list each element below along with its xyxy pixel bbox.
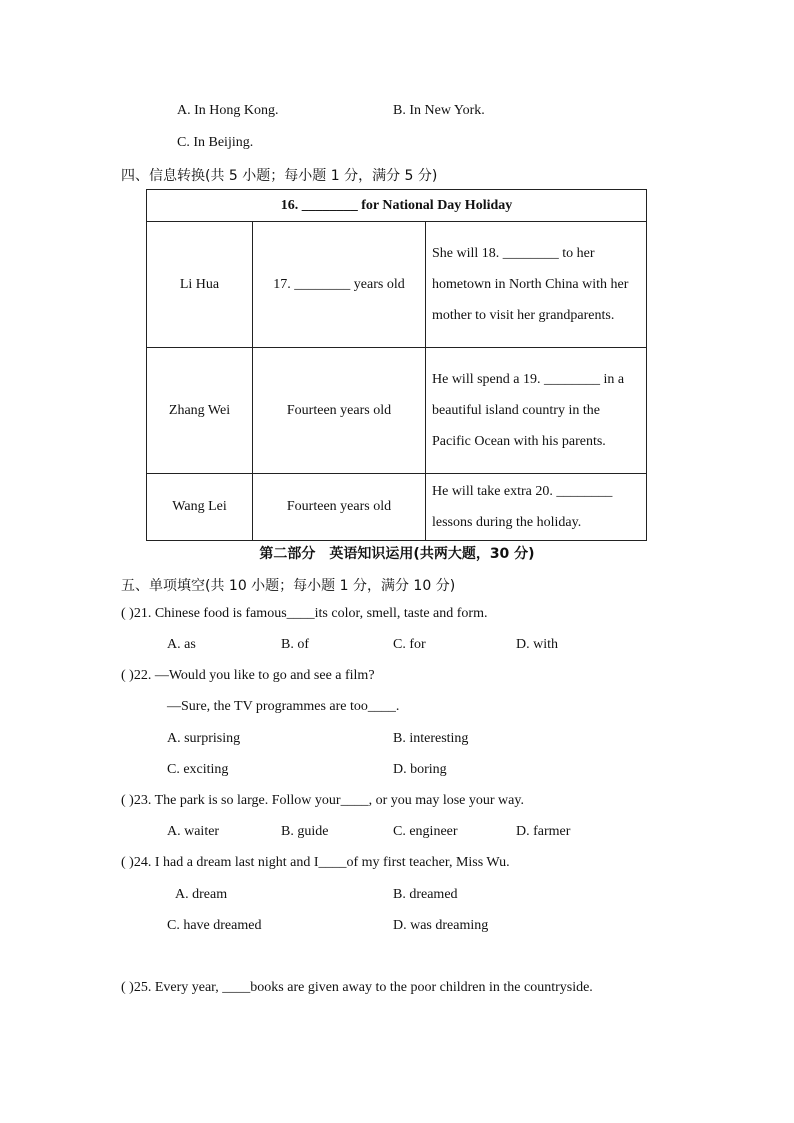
section-heading: 五、单项填空(共 10 小题；每小题 1 分，满分 10 分): [121, 578, 456, 594]
option-c: C. exciting: [167, 762, 229, 777]
table-row: [147, 348, 647, 474]
table-cell-age: 17. ________ years old: [253, 222, 426, 348]
option-a: A. waiter: [167, 824, 220, 839]
section-heading: 四、信息转换(共 5 小题；每小题 1 分，满分 5 分): [121, 168, 438, 184]
question-stem: ( )24. I had a dream last night and I____of my first teacher, Miss Wu.: [121, 855, 510, 870]
option-b: B. In New York.: [393, 103, 485, 118]
table-title-row: [147, 190, 647, 222]
option-c: C. In Beijing.: [177, 135, 254, 150]
info-table: [146, 189, 647, 541]
option-a: A. surprising: [167, 731, 241, 746]
question-stem-line2: —Sure, the TV programmes are too____.: [167, 699, 400, 714]
option-a: A. In Hong Kong.: [177, 103, 279, 118]
option-c: C. engineer: [393, 824, 458, 839]
option-a: A. dream: [175, 887, 228, 902]
option-c: C. have dreamed: [167, 918, 262, 933]
table-cell-age: Fourteen years old: [253, 348, 426, 474]
table-cell-desc: He will spend a 19. ________ in a beautiful island country in the Pacific Ocean with his parents.: [426, 348, 647, 474]
question-stem: ( )22. —Would you like to go and see a film?: [121, 668, 375, 683]
table-row: [147, 474, 647, 541]
question-stem: ( )23. The park is so large. Follow your____, or you may lose your way.: [121, 793, 524, 808]
option-d: D. was dreaming: [393, 918, 489, 933]
table-title: 16. ________ for National Day Holiday: [147, 190, 647, 222]
question-stem: ( )25. Every year, ____books are given away to the poor children in the countryside.: [121, 980, 593, 995]
table-cell-name: Wang Lei: [147, 474, 253, 541]
option-a: A. as: [167, 637, 196, 652]
option-b: B. guide: [281, 824, 329, 839]
table-row: [147, 222, 647, 348]
option-d: D. with: [516, 637, 558, 652]
option-b: B. of: [281, 637, 309, 652]
option-c: C. for: [393, 637, 426, 652]
table-cell-desc: He will take extra 20. ________ lessons during the holiday.: [426, 474, 647, 541]
table-cell-name: Li Hua: [147, 222, 253, 348]
option-b: B. interesting: [393, 731, 469, 746]
option-d: D. boring: [393, 762, 447, 777]
option-b: B. dreamed: [393, 887, 458, 902]
part-heading: 第二部分 英语知识运用(共两大题，30 分): [259, 546, 535, 562]
table-cell-name: Zhang Wei: [147, 348, 253, 474]
question-stem: ( )21. Chinese food is famous____its color, smell, taste and form.: [121, 606, 488, 621]
option-d: D. farmer: [516, 824, 571, 839]
table-cell-age: Fourteen years old: [253, 474, 426, 541]
table-cell-desc: She will 18. ________ to her hometown in North China with her mother to visit her grandparents.: [426, 222, 647, 348]
